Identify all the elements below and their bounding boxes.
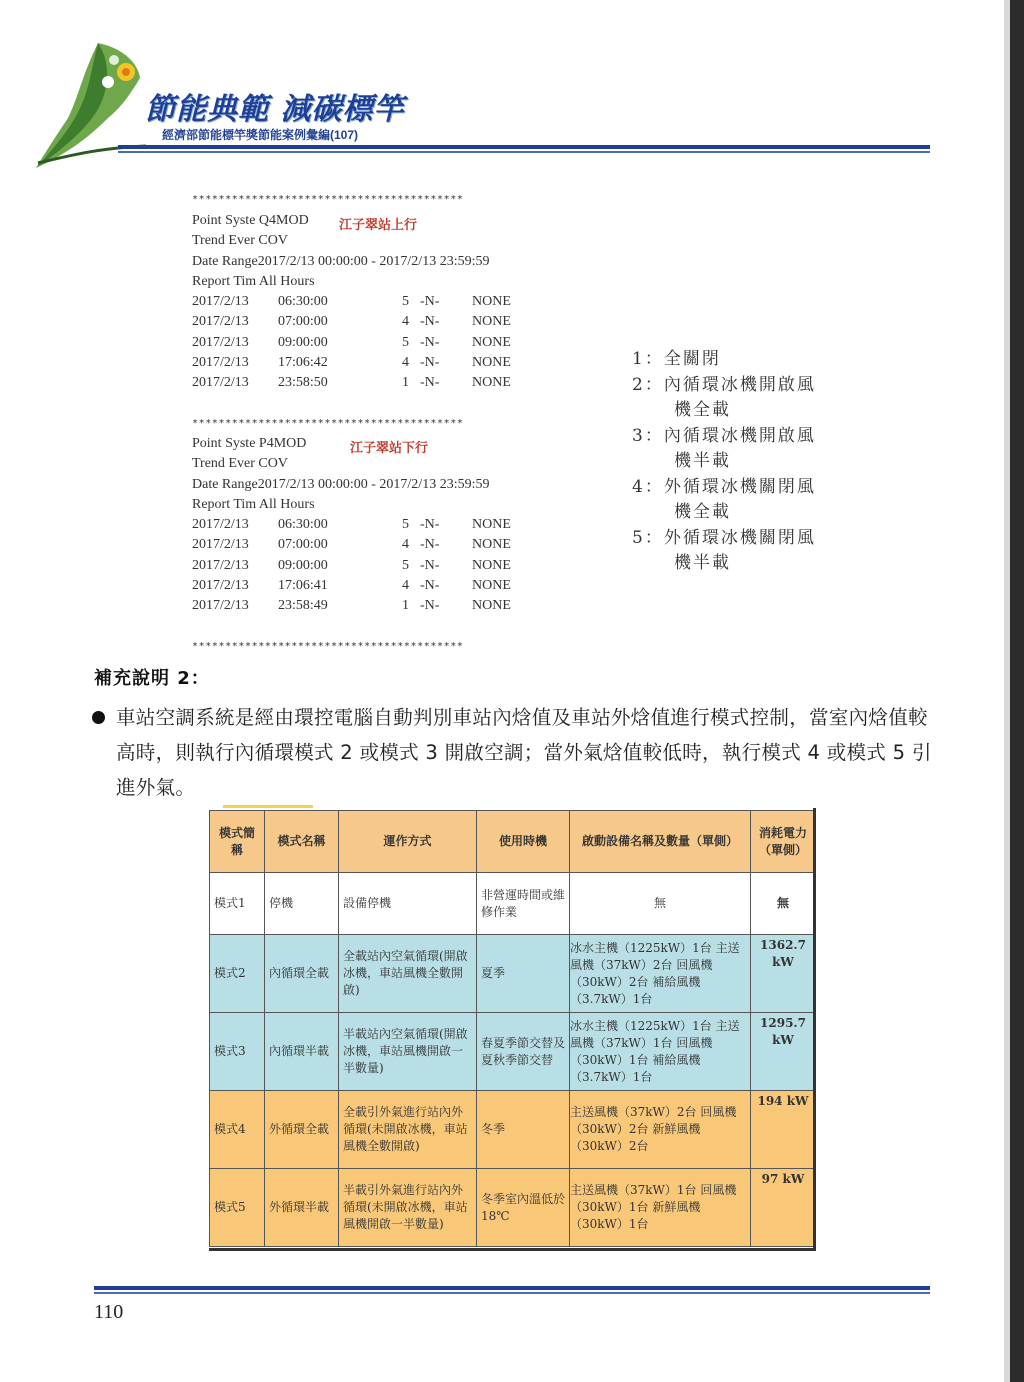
- page-edge-bar: [1010, 0, 1024, 1382]
- point-system-line: [192, 436, 489, 456]
- cell-name: 外循環全載: [265, 1091, 339, 1169]
- legend-item: 2：內循環冰機開啟風: [632, 374, 816, 395]
- cell-code: 模式2: [210, 935, 265, 1013]
- row-time: 23:58:49: [278, 598, 328, 614]
- header-cell: 消耗電力（單側）: [751, 811, 816, 873]
- cell-name: 停機: [265, 873, 339, 935]
- report-row: [192, 334, 511, 355]
- cell-name: 內循環半載: [265, 1013, 339, 1091]
- header-cell: 模式簡稱: [210, 811, 265, 873]
- header-rule: [118, 145, 930, 149]
- trend-event: Trend Ever COV: [192, 456, 288, 472]
- cell-operation: 全載站內空氣循環(開啟冰機，車站風機全數開啟): [339, 935, 477, 1013]
- report-time: Report Tim All Hours: [192, 496, 315, 512]
- cell-operation: 設備停機: [339, 873, 477, 935]
- row-flag: -N-: [420, 375, 440, 391]
- cell-power: 無: [751, 873, 816, 935]
- cell-name: 內循環全載: [265, 935, 339, 1013]
- row-status: NONE: [472, 578, 511, 594]
- trend-report-upline: [192, 213, 511, 396]
- row-time: 06:30:00: [278, 294, 328, 310]
- legend-item-cont: 機半載: [674, 553, 731, 573]
- row-date: 2017/2/13: [192, 334, 249, 350]
- legend-item: 3：內循環冰機開啟風: [632, 425, 816, 446]
- trend-event: Trend Ever COV: [192, 233, 288, 249]
- table-row: [210, 1013, 816, 1091]
- row-time: 17:06:41: [278, 578, 328, 594]
- report-separator: *****************************************: [192, 641, 464, 652]
- row-flag: -N-: [420, 578, 440, 594]
- cell-code: 模式3: [210, 1013, 265, 1091]
- cell-timing: 冬季室內溫低於18℃: [477, 1169, 570, 1247]
- footer-rule: [94, 1286, 930, 1290]
- cell-code: 模式1: [210, 873, 265, 935]
- row-flag: -N-: [420, 294, 440, 310]
- row-date: 2017/2/13: [192, 598, 249, 614]
- cell-name: 外循環半載: [265, 1169, 339, 1247]
- row-date: 2017/2/13: [192, 294, 249, 310]
- cell-code: 模式5: [210, 1169, 265, 1247]
- mode-table: [209, 810, 816, 1247]
- supplement-paragraph: [92, 700, 942, 805]
- cell-equipment: 無: [570, 873, 751, 935]
- bullet-icon: [92, 711, 105, 724]
- report-separator: *****************************************: [192, 194, 464, 205]
- header-cell: 模式名稱: [265, 811, 339, 873]
- row-value: 4: [402, 314, 409, 330]
- row-value: 4: [402, 537, 409, 553]
- table-header-row: [210, 811, 816, 873]
- date-range: Date Range2017/2/13 00:00:00 - 2017/2/13 23:59:59: [192, 253, 490, 269]
- row-flag: -N-: [420, 537, 440, 553]
- row-value: 5: [402, 294, 409, 310]
- mode-table-container: [209, 810, 815, 1250]
- table-row: [210, 935, 816, 1013]
- highlight-mark: [223, 805, 313, 808]
- row-time: 23:58:50: [278, 375, 328, 391]
- report-row: [192, 355, 511, 375]
- row-status: NONE: [472, 334, 511, 350]
- station-label: 江子翠站上行: [339, 218, 418, 233]
- point-system: Point Syste P4MOD: [192, 436, 307, 451]
- row-flag: -N-: [420, 314, 440, 330]
- row-date: 2017/2/13: [192, 355, 249, 371]
- report-row: [192, 557, 511, 578]
- row-flag: -N-: [420, 598, 440, 614]
- cell-operation: 半載引外氣進行站內外循環(未開啟冰機，車站風機開啟一半數量): [339, 1169, 477, 1247]
- cell-power: 194 kW: [751, 1091, 816, 1169]
- cell-code: 模式4: [210, 1091, 265, 1169]
- row-value: 1: [402, 375, 409, 391]
- header-cell: 啟動設備名稱及數量（單側）: [570, 811, 751, 873]
- row-time: 17:06:42: [278, 355, 328, 371]
- row-value: 4: [402, 355, 409, 371]
- cell-operation: 全載引外氣進行站內外循環(未開啟冰機，車站風機全數開啟): [339, 1091, 477, 1169]
- cell-power: 1362.7 kW: [751, 935, 816, 1013]
- legend-item: 5：外循環冰機關閉風: [632, 527, 816, 548]
- legend-item-cont: 機半載: [674, 451, 731, 471]
- cell-power: 1295.7 kW: [751, 1013, 816, 1091]
- row-date: 2017/2/13: [192, 314, 249, 330]
- brand-subtitle: 經濟部節能標竿獎節能案例彙編(107): [162, 128, 359, 142]
- row-date: 2017/2/13: [192, 557, 249, 573]
- cell-equipment: 冰水主機（1225kW）1台 主送風機（37kW）2台 回風機 （30kW）2台 補給風機（3.7kW）1台: [570, 935, 751, 1013]
- report-row: [192, 537, 511, 557]
- table-shadow: [813, 808, 816, 1250]
- row-value: 5: [402, 557, 409, 573]
- row-status: NONE: [472, 537, 511, 553]
- row-value: 1: [402, 598, 409, 614]
- table-row: [210, 1169, 816, 1247]
- legend-item: 1：全關閉: [632, 349, 721, 369]
- report-row: [192, 517, 511, 537]
- table-shadow: [209, 1248, 816, 1251]
- row-time: 07:00:00: [278, 314, 328, 330]
- date-range: Date Range2017/2/13 00:00:00 - 2017/2/13 23:59:59: [192, 476, 490, 492]
- cell-equipment: 冰水主機（1225kW）1台 主送風機（37kW）1台 回風機 （30kW）1台 補給風機（3.7kW）1台: [570, 1013, 751, 1091]
- row-status: NONE: [472, 517, 511, 533]
- table-row: [210, 1091, 816, 1169]
- row-date: 2017/2/13: [192, 578, 249, 594]
- row-time: 07:00:00: [278, 537, 328, 553]
- point-system: Point Syste Q4MOD: [192, 213, 309, 228]
- cell-equipment: 主送風機（37kW）1台 回風機 （30kW）1台 新鮮風機（30kW）1台: [570, 1169, 751, 1247]
- table-row: [210, 873, 816, 935]
- page-number: 110: [94, 1301, 124, 1323]
- report-row: [192, 598, 511, 618]
- row-time: 06:30:00: [278, 517, 328, 533]
- row-flag: -N-: [420, 517, 440, 533]
- legend-item: 4：外循環冰機關閉風: [632, 476, 816, 497]
- row-time: 09:00:00: [278, 334, 328, 350]
- row-flag: -N-: [420, 557, 440, 573]
- trend-report-downline: [192, 436, 511, 619]
- report-separator: *****************************************: [192, 418, 464, 429]
- supplement-title: 補充說明 2：: [94, 668, 210, 689]
- station-label: 江子翠站下行: [350, 441, 429, 456]
- row-status: NONE: [472, 375, 511, 391]
- cell-timing: 非營運時間或維修作業: [477, 873, 570, 935]
- row-value: 4: [402, 578, 409, 594]
- row-flag: -N-: [420, 334, 440, 350]
- row-flag: -N-: [420, 355, 440, 371]
- report-row: [192, 578, 511, 598]
- cell-equipment: 主送風機（37kW）2台 回風機 （30kW）2台 新鮮風機（30kW）2台: [570, 1091, 751, 1169]
- cell-timing: 冬季: [477, 1091, 570, 1169]
- row-time: 09:00:00: [278, 557, 328, 573]
- cell-timing: 春夏季節交替及夏秋季節交替: [477, 1013, 570, 1091]
- supplement-text: 車站空調系統是經由環控電腦自動判別車站內焓值及車站外焓值進行模式控制，當室內焓值較高時，則執行內循環模式 2 或模式 3 開啟空調；當外氣焓值較低時，執行模式 4 或模式 5 引進外氣。: [116, 706, 932, 799]
- row-status: NONE: [472, 294, 511, 310]
- row-value: 5: [402, 517, 409, 533]
- row-status: NONE: [472, 557, 511, 573]
- row-status: NONE: [472, 314, 511, 330]
- header-cell: 使用時機: [477, 811, 570, 873]
- row-status: NONE: [472, 355, 511, 371]
- brand-title: 節能典範 減碳標竿: [145, 92, 405, 127]
- header-cell: 運作方式: [339, 811, 477, 873]
- row-date: 2017/2/13: [192, 517, 249, 533]
- header-rule-thin: [118, 151, 930, 153]
- report-time: Report Tim All Hours: [192, 273, 315, 289]
- legend-item-cont: 機全載: [674, 502, 731, 522]
- cell-operation: 半載站內空氣循環(開啟冰機，車站風機開啟一半數量): [339, 1013, 477, 1091]
- row-date: 2017/2/13: [192, 375, 249, 391]
- row-status: NONE: [472, 598, 511, 614]
- report-row: [192, 294, 511, 314]
- cell-power: 97 kW: [751, 1169, 816, 1247]
- legend-item-cont: 機全載: [674, 400, 731, 420]
- mode-legend: [632, 344, 816, 574]
- report-row: [192, 314, 511, 334]
- footer-rule-thin: [94, 1292, 930, 1294]
- cell-timing: 夏季: [477, 935, 570, 1013]
- point-system-line: [192, 213, 489, 233]
- row-value: 5: [402, 334, 409, 350]
- row-date: 2017/2/13: [192, 537, 249, 553]
- report-row: [192, 375, 511, 395]
